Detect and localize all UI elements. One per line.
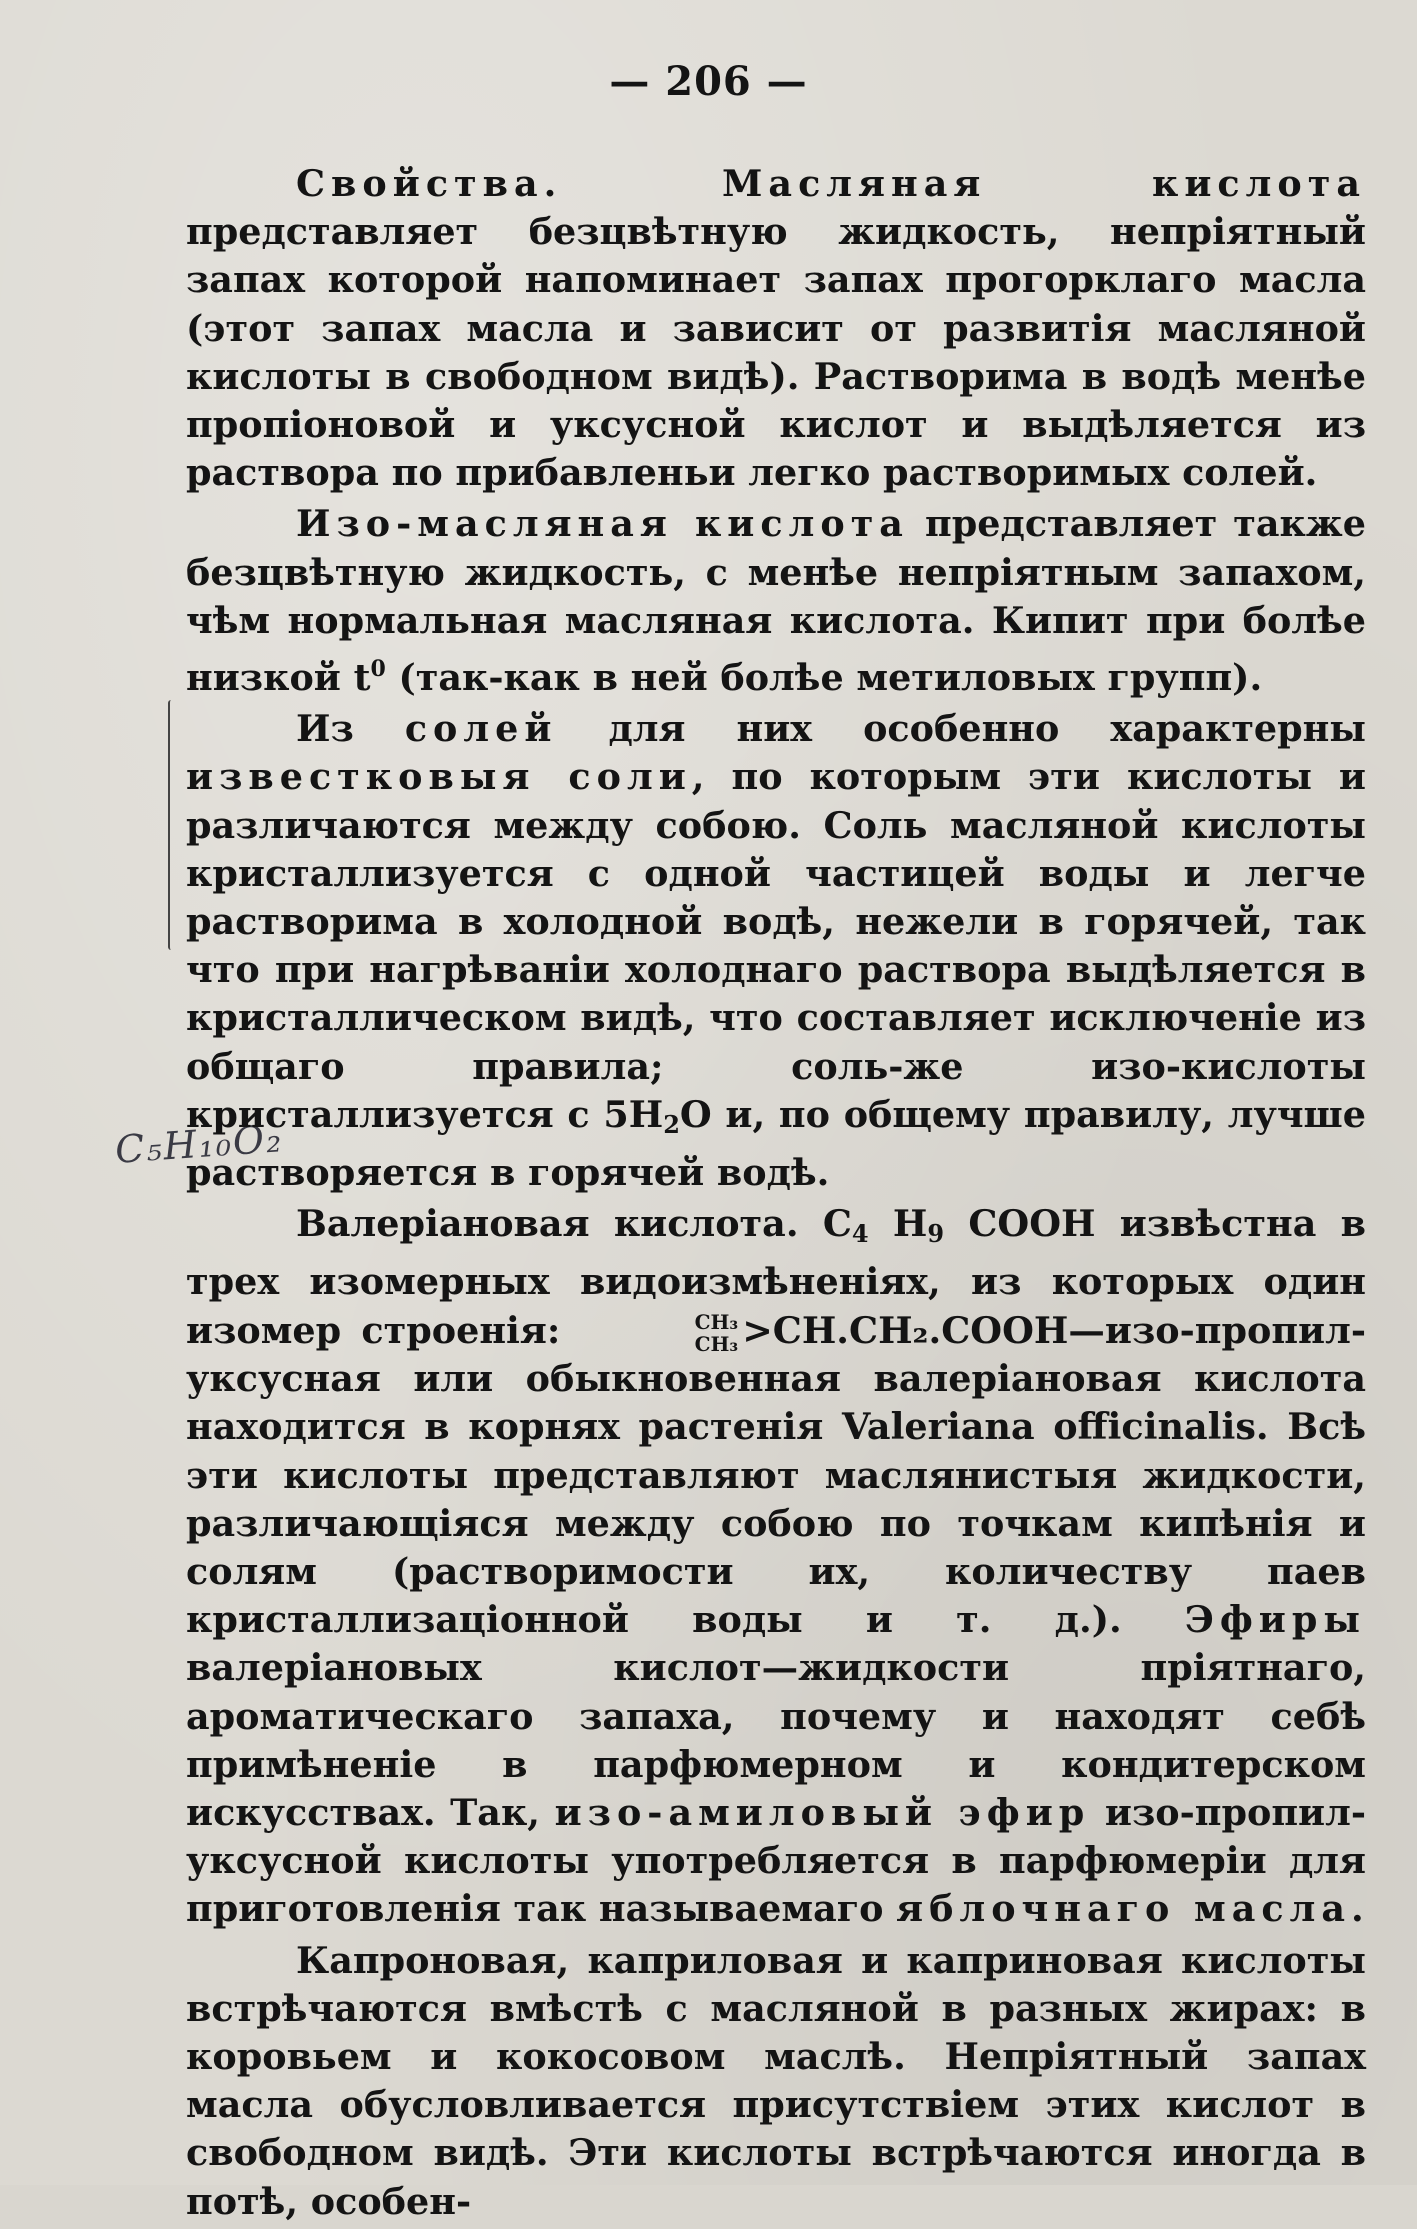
term-esters: Эфиры — [1184, 1598, 1366, 1642]
paragraph-butyric-acid-properties — [186, 160, 1366, 497]
term-isobutyric-acid: Изо-масляная кислота — [296, 502, 909, 546]
paragraph-text: представляет безцвѣтную жидкость, непріятный запах которой напоминает запах прогорклаго масла (этот запах масла и зависит от развитія масляной кислоты в свободном видѣ). Растворима в водѣ менѣе пропіоновой и уксусной кислот и выдѣляется из раствора по прибавленьи легко растворимых солей. — [186, 210, 1366, 495]
paragraph-text: Из — [296, 707, 405, 751]
paragraph-text: , по которым эти кислоты и различаются между собою. Соль масляной кислоты кристаллизуется с одной частицей воды и легче растворима в холодной водѣ, нежели в горячей, так что при нагрѣваніи холоднаго раствора выдѣляется в кристаллическом видѣ, что составляет исключеніе из общаго правила; соль-же изо-кислоты кристаллизуется с 5H — [186, 755, 1366, 1136]
paragraph-text: валеріановых кислот—жидкости пріятнаго, ароматическаго запаха, почему и находят себѣ примѣненіе в парфюмерном и кондитерском искусствах. Так, — [186, 1646, 1366, 1834]
paragraph-text: встрѣчаются вмѣстѣ с масляной в разных жирах: в коровьем и кокосовом маслѣ. Непріятный запах масла обусловливается присутствіем этих кислот в свободном видѣ. Эти кислоты встрѣчаются иногда в потѣ, особен- — [186, 1986, 1366, 2223]
formula-part: COOH — [944, 1202, 1096, 1246]
formula-subscript: 9 — [927, 1219, 945, 1249]
term-calcium-salts: известковыя соли — [186, 755, 692, 799]
formula-part: H — [868, 1202, 928, 1246]
formula-subscript: 4 — [851, 1219, 869, 1249]
paragraph-valeric-acid — [186, 1200, 1366, 1933]
paragraph-text: для них особенно характерны — [557, 707, 1366, 751]
heading-caproic-acids: Капроновая, каприловая и каприновая кислоты — [296, 1938, 1366, 1982]
heading-valeric-acid: Валеріановая кислота. — [296, 1202, 799, 1246]
structure-fraction — [585, 1311, 739, 1355]
water-subscript: 2 — [663, 1109, 680, 1139]
paragraph-text: —изо-пропил-уксусная или обыкновенная валеріановая кислота находится в корнях растенія Valeriana officinalis. Всѣ эти кислоты представляют маслянистыя жидкости, различающіяся между собою по точкам кипѣнія и солям (растворимости их, количеству паев кристаллизаціонной воды и т. д.). — [186, 1308, 1366, 1642]
term-salts: солей — [404, 707, 558, 751]
margin-pencil-mark — [168, 700, 176, 950]
paragraph-text: извѣстна в трех изомерных видоизмѣненіях, из которых один изомер строенія: — [186, 1202, 1367, 1352]
term-isoamyl-ester: изо-амиловый эфир — [554, 1791, 1091, 1834]
body-text — [186, 160, 1366, 2229]
term-butyric-acid: Масляная кислота — [722, 162, 1366, 205]
paragraph-text: (так-как в ней болѣе метиловых групп). — [385, 656, 1263, 700]
paragraph-caproic-acids — [186, 1937, 1366, 2226]
paragraph-text: изо-пропил-уксусной кислоты употребляется в парфюмеріи для приготовленія так называемаго — [186, 1791, 1366, 1931]
page-number: — 206 — — [609, 58, 808, 105]
structure-formula: >CH.CH₂.COOH — [742, 1308, 1069, 1352]
paragraph-isobutyric-acid — [186, 500, 1366, 702]
term-properties: Свойства. — [296, 162, 563, 205]
fraction-bottom: CH₃ — [694, 1332, 739, 1357]
paragraph-salts — [186, 705, 1366, 1197]
term-apple-oil: яблочнаго масла — [896, 1887, 1352, 1931]
degree-superscript: 0 — [370, 656, 386, 683]
paragraph-text: представляет также безцвѣтную жидкость, с менѣе непріятным запахом, чѣм нормальная масляная кислота. Кипит при болѣе низкой t — [186, 502, 1366, 700]
paragraph-text: O и, по общему правилу, лучше растворяется в горячей водѣ. — [186, 1092, 1366, 1195]
margin-handwritten-note: C₅H₁₀O₂ — [113, 1116, 285, 1172]
paragraph-text: . — [1351, 1887, 1364, 1931]
formula-part: C — [798, 1202, 852, 1246]
fraction-top: CH₃ — [694, 1310, 739, 1335]
